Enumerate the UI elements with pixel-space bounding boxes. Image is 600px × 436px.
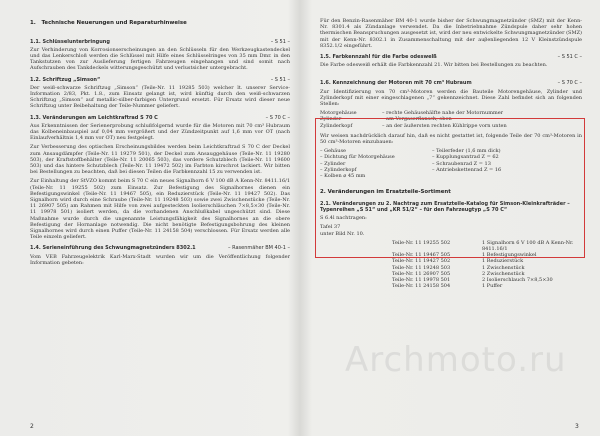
part-description: 1 Reduzierstück — [482, 258, 524, 265]
subsection-1-3-text-2: Zur Verbesserung des optischen Erscheinungsbildes werden beim Leichtkraftrad S 70 C der Deckel zum Ansaugdämpfer (Teile-Nr. 11 19279 501), der Deckel zum Ansauggehäuse (Teile-Nr. 11 19280 503), der Kraftstoffbehälter (Teile-Nr. 11 20065 503), das vordere Schutzblech (Teile-Nr. 11 19600 503) und das hintere Schutzblech (Teile-Nr. 11 19472 502) im Farbton kirschrot lackiert. Wir bitten bei Bestellungen zu beachten, daß bei diesen Teilen die Farbkennzahl 15 zu verwenden ist. — [30, 144, 290, 176]
subsection-1-5-title: 1.5. Farbkennzahl für die Farbe odeswelß – S 51 C – — [320, 54, 582, 61]
subsection-1-2-text: Der weiß-schwarze Schriftzug „Simson“ (Teile-Nr. 11 19285 503) welcher lt. unserer Service-Information 2/83, Pkt. 1.8., zum Einsatz gelangt ist, wird künftig durch den weiß-schwarzen Schriftzug „Simson“ auf metallic-silber-farbigen Untergrund ersetzt. Für Ersatz wird dieser neue Schriftzug unter Beibehaltung der Teile-Nummer geliefert. — [30, 84, 290, 110]
subsection-1-6-text-1: Zur Identifizierung von 70 cm³-Motoren werden die Bauteile Motorengehäuse, Zylinder und Zylinderkopf mit einer eingeschlagenen „7“ gekennzeichnet. Diese Zahl befindet sich an folgenden Stellen: — [320, 88, 582, 108]
forbidden-part: – Schraubenrad Z = 13 — [432, 160, 491, 167]
forbidden-part: – Gehäuse — [320, 148, 346, 155]
page-number-right: 3 — [575, 423, 579, 430]
highlight-box — [315, 118, 585, 258]
subsection-2-1-label: S 6.4l nachtragen: — [320, 215, 367, 222]
marking-location: – rechte Gehäusehälfte nahe der Motornummer — [382, 110, 504, 117]
subsection-2-1-title: 2.1. Veränderungen zu 2. Nachtrag zum Ersatzteile-Katalog für Simson-Kleinkrafträder – Typenreihen „S 51“ und „KR 51/2“ – für den Fahrzeugtyp „S 70 C“ — [320, 200, 570, 214]
part-number: Teile-Nr. 11 24158 504 — [392, 283, 451, 290]
marking-location: – am Vergaserflansch, oben — [382, 116, 452, 123]
forbidden-part: – Teilerfeder (1,6 mm dick) — [432, 148, 501, 155]
forbidden-part: – Kupplungsantrad Z = 62 — [432, 154, 499, 161]
part-number: Teile-Nr. 11 19978 501 — [392, 277, 451, 284]
part-number: Teile-Nr. 11 19255 502 — [392, 239, 451, 246]
forbidden-part: – Kolben ⌀ 45 mm — [320, 173, 366, 180]
subsection-1-3-text-1: Aus Erkenntnissen der Serienerprobung schlußfolgernd wurde für die Motoren mit 70 cm³ Hubraum das Kolbeneinbauspiel auf 0,04 mm vergrößert und der Zündzeitpunkt auf 1,6 mm vor OT (nach Einlaufverhältnis 1,4 mm vor OT) neu festgelegt. — [30, 122, 290, 142]
subsection-1-2-title: 1.2. Schriftzug „Simson“ – S 51 – — [30, 76, 290, 83]
subsection-1-3-title: 1.3. Veränderungen am Leichtkraftrad S 70 C – S 70 C – — [30, 114, 290, 121]
part-name: Zylinder — [320, 116, 342, 123]
part-description: 1 Befestigungswinkel — [482, 252, 537, 259]
subsection-1-1-text: Zur Verhinderung von Korrosionserscheinungen an den Schlüsseln für den Werkzeugkastendeckel und das Lenkerschloß werden die Schlüssel mit Hilfe eines Schlüsselringes von 35 mm Dmr. in den Tankstutzen von zur Auslieferung fertigen Fahrzeugen eingehangen und sind somit nach Aufschrauben des Tankdeckels witterungsgeschützt und verlustsicher untergebracht. — [30, 46, 290, 72]
part-number: Teile-Nr. 11 19248 503 — [392, 264, 451, 271]
forbidden-part: – Dichtung für Motorgehäuse — [320, 154, 395, 161]
subsection-1-1-title: 1.1. Schlüsselunterbringung – S 51 – — [30, 38, 290, 45]
marking-location: – an der äußersten rechten Kühlrippe vorn unten — [382, 122, 507, 129]
subsection-1-6-text-2: Wir weisen nachdrücklich darauf hin, daß es nicht gestattet ist, folgende Teile der 70 cm³-Motoren in 50 cm³-Motoren einzubauen: — [320, 132, 582, 146]
forbidden-part: – Zylinderkopf — [320, 166, 357, 173]
part-name: Zylinderkopf — [320, 122, 353, 129]
page-number-left: 2 — [30, 423, 34, 430]
part-description: 1 Zwischenstück — [482, 264, 525, 271]
subsection-1-4-title: 1.4. Serieneinführung des Schwungmagnetzünders 8302.1 – Rasenmäher BM 40-1 – — [30, 245, 290, 252]
part-name: Motorgehäuse — [320, 110, 357, 117]
part-number: Teile-Nr. 11 19467 505 — [392, 252, 451, 259]
subsection-1-3-text-3: Zur Einhaltung der StVZO kommt beim S 70 C ein neues Signalhorn 6 V 100 dB A Kenn-Nr. 8411.16/1 (Teile-Nr. 11 19255 502) zum Einsatz. Zur Befestigung des Signalhornes dienen ein Befestigungswinkel (Teile-Nr. 11 19467 505), ein Reduzierstück (Teile-Nr. 11 19427 502). Das Signalhorn wird durch eine Schraube (Teile-Nr. 11 19248 503) sowie zwei Zwischenstücke (Teile-Nr. 11 26907 505) am Rahmen mit Hilfe von zwei aufgesteckten Isolierschläuchen 7×8,5×30 (Teile-Nr. 11 19978 501) isoliert werden, da die vorhandenen Anschlußkabel ungeschützt sind. Diese Maßnahme wurde durch die ungenannte Leistungsfähigkeit des Signalhornes an die obere Befestigung der Hornanlage notwendig. Die nicht benötigte Befestigungsbohrung des kleinen Signalhornes wird durch einen Puffer (Teile-Nr. 11 24158 504) verschlossen. Für Ersatz werden alle Teile einzeln geliefert. — [30, 178, 290, 241]
part-number: Teile-Nr. 11 19427 502 — [392, 258, 451, 265]
subsection-1-4-text: Vom VEB Fahrzeugelektrik Karl-Marx-Stadt wurden wir um die Veröffentlichung folgender Information gebeten: — [30, 253, 290, 266]
part-number: Teile-Nr. 11 26907 505 — [392, 270, 451, 277]
intro-text: Für den Benzin-Rasenmäher BM 40-1 wurde bisher der Schwungmagnetzünder (SMZ) mit der Kenn-Nr. 8301.4 als Zündanlage verwendet. Da die Inbetriebnahme Zündspule daher sehr hohen thermischen Beanspruchungen ausgesetzt ist, wird der neu entwickelte Schwungmagnetzünder (SMZ) mit der Kenn-Nr. 8302.1 in Zusammenschaltung mit der auβenliegenden 12 V Kleinstzündspule 8352.1/2 eingeführt. — [320, 18, 582, 49]
section-2-heading: 2. Veränderungen im Ersatzteile-Sortiment — [320, 189, 451, 196]
part-description: 1 Puffer — [482, 283, 503, 290]
subsection-1-6-title: 1.6. Kennzeichnung der Motoren mit 70 cm³ Hubraum – S 70 C – — [320, 80, 582, 87]
left-column — [30, 18, 290, 269]
forbidden-part: – Antriebskettenrad Z = 16 — [432, 166, 502, 173]
part-description: 2 Isolierschlauch 7×8,5×30 — [482, 277, 553, 284]
part-description: 1 Signalhorn 6 V 100 dB A Kenn-Nr. 8411.16/1 — [482, 239, 574, 253]
forbidden-part: – Zylinder — [320, 160, 346, 167]
part-description: 2 Zwischenstück — [482, 270, 525, 277]
parts-row — [392, 283, 582, 289]
section-heading: 1. Technische Neuerungen und Reparaturhinweise — [30, 20, 187, 26]
tafel-label: Tafel 37 unter Bild Nr. 10. — [320, 224, 365, 237]
watermark: Archmoto.ru — [345, 340, 567, 380]
subsection-1-5-text: Die Farbe odesweiß erhält die Farbkennzahl 21. Wir bitten bei Bestellungen zu beachten. — [320, 62, 548, 69]
